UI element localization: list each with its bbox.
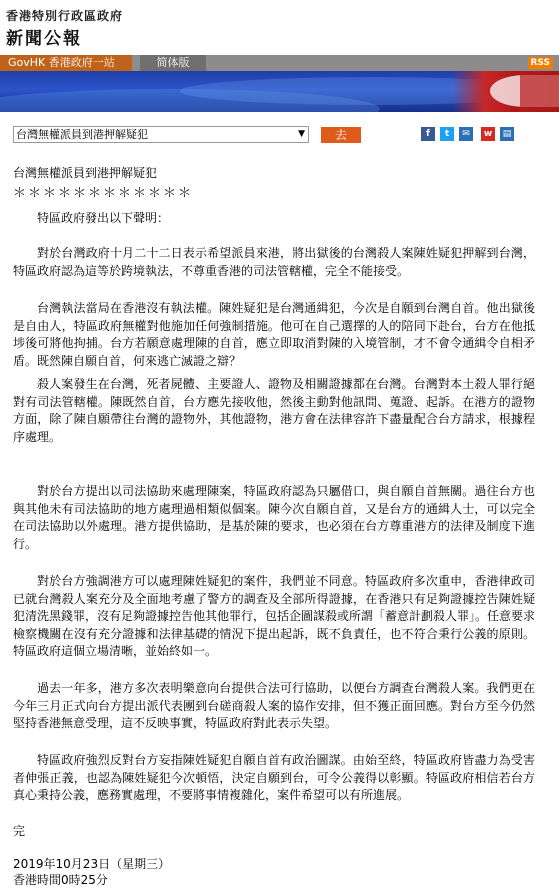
paragraph-5: 對於台方提出以司法協助來處理陳案，特區政府認為只屬借口，與自願自首無關。過往台方也與其他未有司法協助的地方處理過相類似個案。陳今次自願自首，又是台方的通緝人士，可以完全在司法協助以外處理。港方提供協助，是基於陳的要求，也必須在台方尊重港方的法律及制度下進行。 xyxy=(13,484,535,551)
paragraph-1: 特區政府發出以下聲明： xyxy=(37,211,170,225)
release-time: 香港時間0時25分 xyxy=(13,873,108,887)
article-title: 台灣無權派員到港押解疑犯 xyxy=(13,166,158,180)
paragraph-2: 對於台灣政府十月二十二日表示希望派員來港，將出獄後的台灣殺人案陳姓疑犯押解到台灣，特區政府認為這等於跨境執法，不尊重香港的司法管轄權，完全不能接受。 xyxy=(13,246,535,278)
site-header xyxy=(0,0,559,55)
weibo-icon[interactable]: w xyxy=(481,127,495,141)
press-release-brand: 新聞公報 xyxy=(6,29,82,49)
email-icon[interactable]: ✉ xyxy=(459,127,473,141)
chevron-down-icon: ▼ xyxy=(298,129,305,139)
top-nav-bar xyxy=(0,55,559,71)
title-stars: ＊＊＊＊＊＊＊＊＊＊＊＊ xyxy=(13,186,194,201)
twitter-icon[interactable]: t xyxy=(440,127,454,141)
facebook-icon[interactable]: f xyxy=(421,127,435,141)
rss-icon[interactable]: RSS xyxy=(528,57,554,69)
paragraph-3: 台灣執法當局在香港沒有執法權。陳姓疑犯是台灣通緝犯，今次是自願到台灣自首。他出獄後是自由人，特區政府無權對他施加任何強制措施。他可在自己選擇的人的陪同下赴台，台方在他抵埗後可將他拘捕。台方若願意處理陳的自首，應立即取消對陳的入境管制，才不會令通緝令自相矛盾。既然陳自願自首，何來逃亡滅證之辯？ xyxy=(13,301,535,368)
end-marker: 完 xyxy=(13,824,26,838)
release-date: 2019年10月23日（星期三） xyxy=(13,857,171,871)
paragraph-4: 殺人案發生在台灣，死者屍體、主要證人、證物及相關證據都在台灣。台灣對本土殺人罪行絕對有司法管轄權。陳既然自首，台方應先接收他，然後主動對他訊問、蒐證、起訴。在港方的證物方面，除了陳自願帶往台灣的證物外，其他證物，港方會在法律容許下盡量配合台方請求，根據程序處理。 xyxy=(13,377,535,444)
banner-image xyxy=(0,71,559,112)
simplified-chinese-link[interactable]: 简体版 xyxy=(140,55,206,71)
paragraph-8: 特區政府強烈反對台方妄指陳姓疑犯自願自首有政治圖謀。由始至終，特區政府皆盡力為受害者伸張正義，也認為陳姓疑犯今次頓悟，決定自願到台，可令公義得以彰顯。特區政府相信若台方真心秉持公義，應務實處理，不要將事情複雜化，案件希望可以有所進展。 xyxy=(13,753,535,802)
paragraph-7: 過去一年多，港方多次表明樂意向台提供合法可行協助，以便台方調查台灣殺人案。我們更在今年三月正式向台方提出派代表團到台磋商殺人案的協作安排，但不獲正面回應。對台方至今仍然堅持香港無意受理，這不反映事實，特區政府對此表示失望。 xyxy=(13,681,535,730)
org-name: 香港特別行政區政府 xyxy=(6,9,124,23)
go-button[interactable]: 去 xyxy=(321,127,361,143)
paragraph-6: 對於台方強調港方可以處理陳姓疑犯的案件，我們並不同意。特區政府多次重申，香港律政司已就台灣殺人案充分及全面地考慮了警方的調查及全部所得證據，在香港只有足夠證據控告陳姓疑犯清洗黑錢罪，沒有足夠證據控告他其他罪行，包括企圖謀殺或所謂「蓄意計劃殺人罪」。任意要求檢察機關在沒有充分證據和法律基礎的情況下提出起訴，既不負責任，也不符合秉行公義的原則。特區政府這個立場清晰，並始終如一。 xyxy=(13,574,536,658)
article-select-value: 台灣無權派員到港押解疑犯 xyxy=(16,128,148,141)
govhk-portal-link[interactable]: GovHK 香港政府一站 xyxy=(0,55,132,71)
print-icon[interactable]: ▤ xyxy=(500,127,514,141)
article-select-dropdown[interactable] xyxy=(13,126,309,143)
